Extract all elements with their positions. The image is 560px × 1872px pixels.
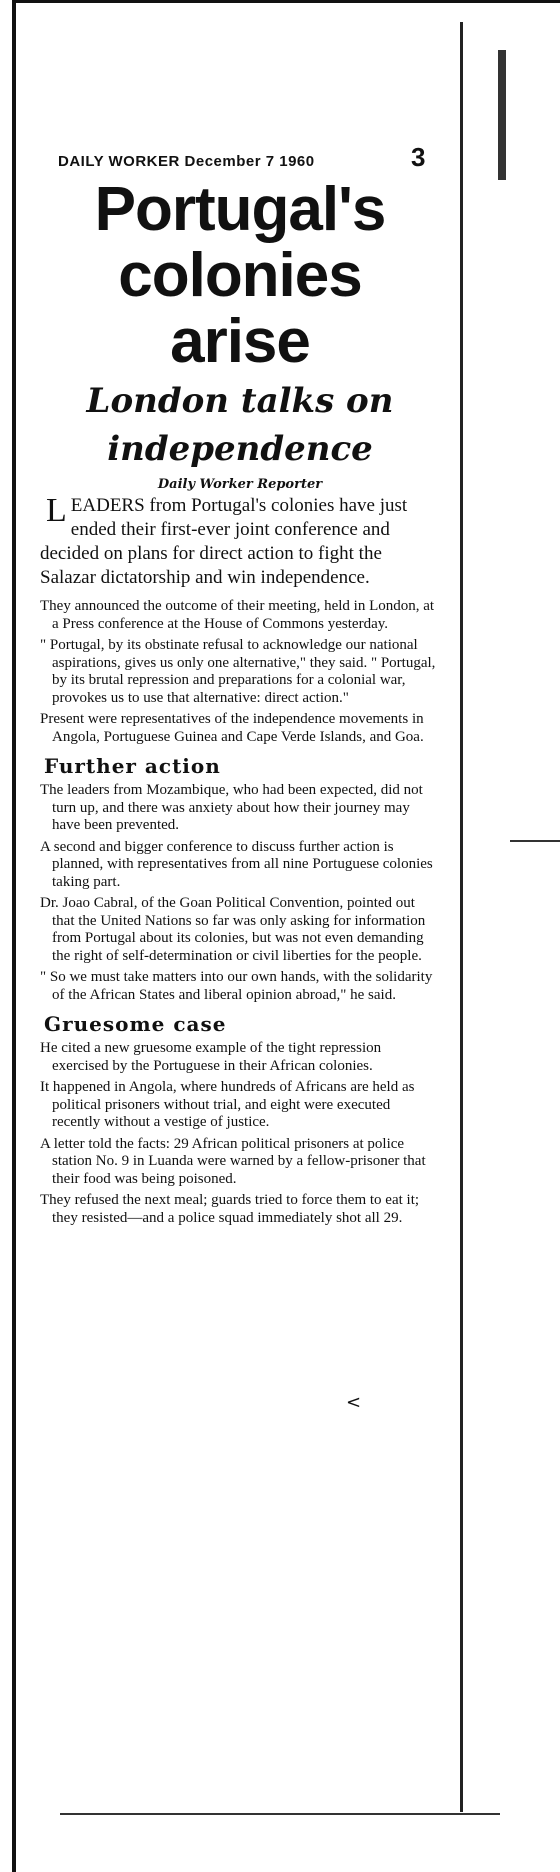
drop-cap: L bbox=[46, 492, 67, 529]
byline: Daily Worker Reporter bbox=[157, 477, 323, 492]
masthead bbox=[40, 142, 440, 173]
headline-line: Portugal's bbox=[94, 175, 386, 244]
body-paragraph: They announced the outcome of their meeting, held in London, at a Press conference at the House of Commons yesterday. bbox=[40, 598, 435, 632]
body-paragraph: They refused the next meal; guards tried to force them to eat it; they resisted—and a police squad immediately shot all 29. bbox=[40, 1192, 420, 1226]
body-paragraph: A letter told the facts: 29 African political prisoners at police station No. 9 in Luanda were warned by a fellow-prisoner that their food was being poisoned. bbox=[40, 1135, 426, 1187]
body-paragraph: It happened in Angola, where hundreds of Africans are held as political prisoners without trial, and eight were executed recently without a vestige of justice. bbox=[40, 1079, 415, 1130]
margin-mark: < bbox=[346, 1392, 362, 1413]
clipping-left-border bbox=[12, 0, 16, 1872]
body-paragraph: He cited a new gruesome example of the tight repression exercised by the Portuguese in their African colonies. bbox=[40, 1040, 382, 1074]
lede-paragraph bbox=[40, 494, 440, 590]
section-heading: Gruesome case bbox=[44, 1012, 227, 1036]
page-number: 3 bbox=[411, 142, 426, 172]
bottom-rule bbox=[60, 1813, 500, 1815]
section-heading: Further action bbox=[44, 754, 221, 778]
headline-line: colonies bbox=[118, 241, 362, 310]
body-paragraph: The leaders from Mozambique, who had been expected, did not turn up, and there was anxiety about how their journey may have been prevented. bbox=[40, 782, 423, 833]
subheadline bbox=[40, 377, 440, 473]
masthead-dateline: DAILY WORKER December 7 1960 bbox=[58, 153, 315, 170]
headline-line: arise bbox=[170, 307, 310, 376]
subheadline-line: independence bbox=[107, 429, 373, 469]
body-paragraph: " Portugal, by its obstinate refusal to acknowledge our national aspirations, gives us only one alternative," they said. " Portugal, by its brutal repression and preparations for a colonial war, provokes us to use that alternative: direct action." bbox=[40, 637, 436, 706]
column-rule bbox=[460, 22, 463, 1812]
body-paragraph: " So we must take matters into our own hands, with the solidarity of the African States and liberal opinion abroad," he said. bbox=[40, 969, 433, 1003]
body-paragraph: Dr. Joao Cabral, of the Goan Political Convention, pointed out that the United Nations so far was only asking for information from Portugal about its colonies, but was not even demanding the right of self-determination or civil liberties for the people. bbox=[40, 895, 426, 964]
adjacent-page-bleed bbox=[498, 50, 506, 180]
subheadline-line: London talks on bbox=[86, 381, 394, 421]
adjacent-page-bleed bbox=[510, 840, 560, 842]
body-paragraph: A second and bigger conference to discuss further action is planned, with representatives from all nine Portuguese colonies taking part. bbox=[40, 838, 433, 890]
headline bbox=[40, 177, 440, 375]
article bbox=[40, 142, 440, 1231]
clipping-top-border bbox=[12, 0, 560, 3]
body-paragraph: Present were representatives of the independence movements in Angola, Portuguese Guinea and Cape Verde Islands, and Goa. bbox=[40, 711, 424, 745]
lede-text: EADERS from Portugal's colonies have just ended their first-ever joint conference and decided on plans for direct action to fight the Salazar dictatorship and win independence. bbox=[40, 495, 408, 588]
